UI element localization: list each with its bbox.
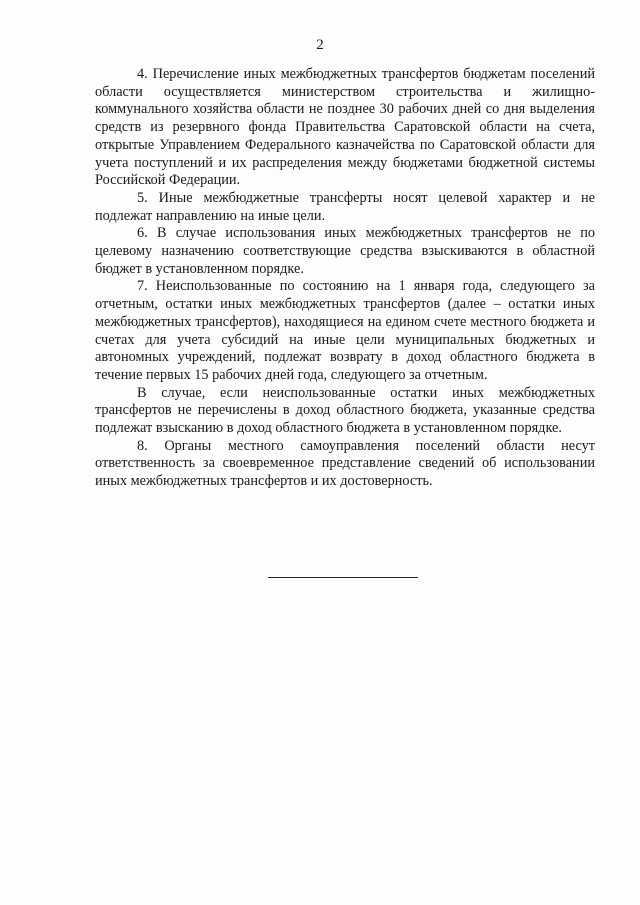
paragraph-7: 7. Неиспользованные по состоянию на 1 января года, следующего за отчетным, остатки иных межбюджетных трансфертов (далее – остатки иных межбюджетных трансфертов), находящиеся на едином счете местного бюджета и счетах для учета субсидий на иные цели муниципальных бюджетных и автономных учреждений, подлежат возврату в доход областного бюджета в течение первых 15 рабочих дней года, следующего за отчетным. <box>95 278 595 383</box>
page-number: 2 <box>316 37 324 53</box>
document-body <box>95 66 595 491</box>
end-divider-line <box>268 577 418 578</box>
paragraph-8: 8. Органы местного самоуправления поселений области несут ответственность за своевременное представление сведений об использовании иных межбюджетных трансфертов и их достоверность. <box>95 437 595 490</box>
paragraph-4: 4. Перечисление иных межбюджетных трансфертов бюджетам поселений области осуществляется министерством строительства и жилищно-коммунального хозяйства области не позднее 30 рабочих дней со дня выделения средств из резервного фонда Правительства Саратовской области на счета, открытые Управлением Федерального казначейства по Саратовской области для учета поступлений и их распределения между бюджетами бюджетной системы Российской Федерации. <box>95 66 595 189</box>
paragraph-7-continuation: В случае, если неиспользованные остатки иных межбюджетных трансфертов не перечислены в доход областного бюджета, указанные средства подлежат взысканию в доход областного бюджета в установленном порядке. <box>95 384 595 437</box>
paragraph-6: 6. В случае использования иных межбюджетных трансфертов не по целевому назначению соответствующие средства взыскиваются в областной бюджет в установленном порядке. <box>95 225 595 277</box>
paragraph-5: 5. Иные межбюджетные трансферты носят целевой характер и не подлежат направлению на иные цели. <box>95 189 595 224</box>
